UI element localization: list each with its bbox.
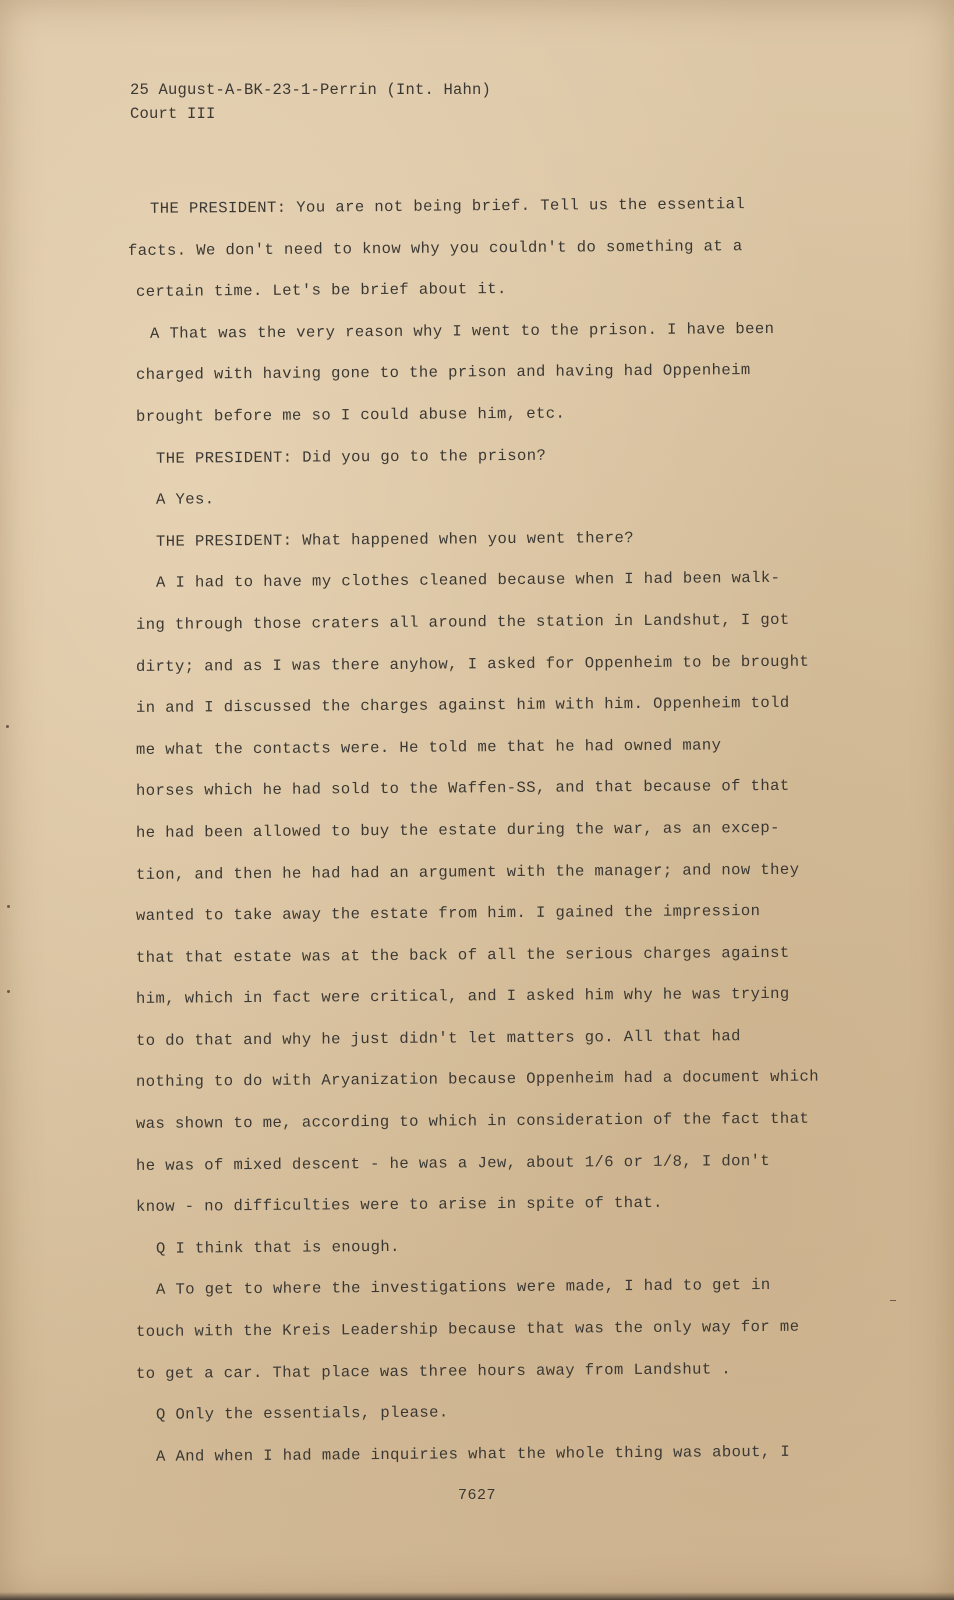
transcript-line: A And when I had made inquiries what the whole thing was about, I bbox=[155, 1442, 791, 1466]
transcript-line: me what the contacts were. He told me that he had owned many bbox=[135, 736, 722, 759]
paper-speck bbox=[6, 725, 9, 728]
transcript-line: THE PRESIDENT: Did you go to the prison? bbox=[155, 446, 547, 468]
header-court: Court III bbox=[130, 105, 216, 123]
transcript-line: touch with the Kreis Leadership because that was the only way for me bbox=[135, 1317, 800, 1341]
transcript-line: facts. We don't need to know why you couldn't do something at a bbox=[127, 236, 743, 260]
transcript-line: THE PRESIDENT: What happened when you went there? bbox=[155, 528, 635, 551]
transcript-line: horses which he had sold to the Waffen-SS, and that because of that bbox=[135, 777, 790, 801]
transcript-line: him, which in fact were critical, and I asked him why he was trying bbox=[135, 985, 790, 1009]
transcript-line: charged with having gone to the prison and having had Oppenheim bbox=[135, 361, 751, 385]
transcript-line: Q I think that is enough. bbox=[155, 1237, 400, 1258]
transcript-line: know - no difficulties were to arise in spite of that. bbox=[135, 1194, 663, 1217]
transcript-line: Q Only the essentials, please. bbox=[155, 1403, 449, 1424]
transcript-line: tion, and then he had had an argument with the manager; and now they bbox=[135, 860, 800, 884]
transcript-line: he had been allowed to buy the estate during the war, as an excep- bbox=[135, 818, 780, 842]
transcript-line: was shown to me, according to which in consideration of the fact that bbox=[135, 1109, 810, 1133]
transcript-line: nothing to do with Aryanization because Oppenheim had a document which bbox=[135, 1068, 820, 1092]
transcript-line: certain time. Let's be brief about it. bbox=[135, 280, 507, 302]
transcript-line: A I had to have my clothes cleaned because when I had been walk- bbox=[155, 569, 781, 593]
transcript-line: he was of mixed descent - he was a Jew, about 1/6 or 1/8, I don't bbox=[135, 1151, 771, 1175]
transcript-body bbox=[127, 195, 868, 1489]
transcript-line: in and I discussed the charges against him with him. Oppenheim told bbox=[135, 693, 790, 718]
transcript-line: A To get to where the investigations were made, I had to get in bbox=[155, 1276, 771, 1300]
transcript-line: wanted to take away the estate from him. I gained the impression bbox=[135, 902, 761, 926]
transcript-line: to get a car. That place was three hours away from Landshut . bbox=[135, 1359, 732, 1383]
page-bottom-edge bbox=[0, 1592, 954, 1600]
paper-speck bbox=[890, 1300, 896, 1301]
transcript-line: that that estate was at the back of all the serious charges against bbox=[135, 943, 790, 967]
document-header bbox=[130, 78, 491, 126]
transcript-line: A Yes. bbox=[155, 490, 215, 509]
transcript-line: THE PRESIDENT: You are not being brief. Tell us the essential bbox=[149, 195, 746, 218]
paper-speck bbox=[7, 905, 10, 908]
paper-speck bbox=[7, 990, 10, 993]
header-reference: 25 August-A-BK-23-1-Perrin (Int. Hahn) bbox=[130, 81, 492, 99]
transcript-line: brought before me so I could abuse him, etc. bbox=[135, 404, 566, 426]
transcript-line: A That was the very reason why I went to the prison. I have been bbox=[149, 319, 775, 343]
transcript-line: dirty; and as I was there anyhow, I asked for Oppenheim to be brought bbox=[135, 652, 810, 676]
page-number: 7627 bbox=[457, 1487, 496, 1504]
transcript-line: to do that and why he just didn't let matters go. All that had bbox=[135, 1027, 741, 1050]
transcript-line: ing through those craters all around the station in Landshut, I got bbox=[135, 610, 790, 634]
